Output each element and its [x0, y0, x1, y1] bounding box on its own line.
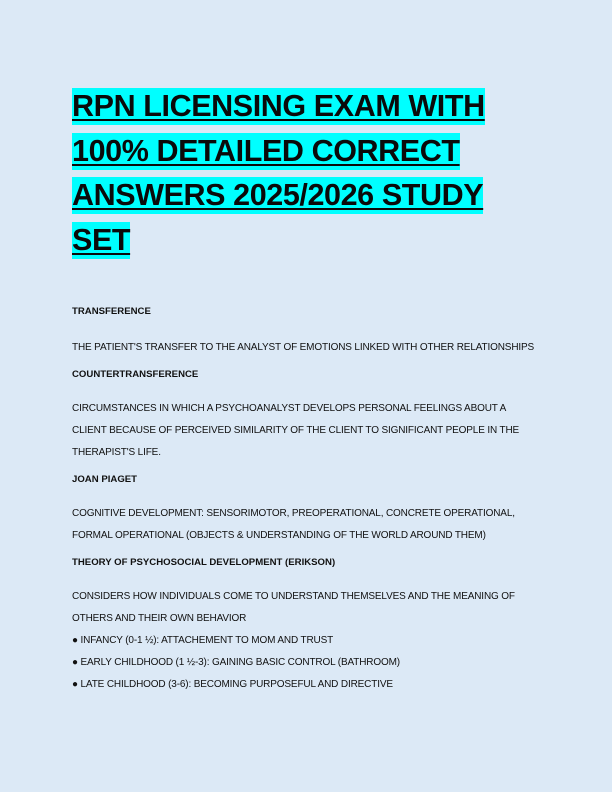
study-entries: [72, 305, 552, 696]
document-title: [72, 84, 542, 262]
term-definition: [72, 586, 552, 630]
term-heading: THEORY OF PSYCHOSOCIAL DEVELOPMENT (ERIKSON): [72, 557, 336, 568]
term-definition: [72, 398, 552, 464]
definition-line: CIRCUMSTANCES IN WHICH A PSYCHOANALYST DEVELOPS PERSONAL FEELINGS ABOUT A: [72, 403, 507, 414]
definition-line: THERAPIST'S LIFE.: [72, 447, 161, 458]
term-heading: JOAN PIAGET: [72, 474, 138, 485]
definition-line: COGNITIVE DEVELOPMENT: SENSORIMOTOR, PREOPERATIONAL, CONCRETE OPERATIONAL,: [72, 508, 515, 519]
list-item: ● LATE CHILDHOOD (3-6): BECOMING PURPOSEFUL AND DIRECTIVE: [72, 679, 393, 690]
term-definition: [72, 503, 552, 547]
definition-line: CONSIDERS HOW INDIVIDUALS COME TO UNDERSTAND THEMSELVES AND THE MEANING OF: [72, 591, 515, 602]
stage-list: [72, 630, 552, 696]
definition-line: FORMAL OPERATIONAL (OBJECTS & UNDERSTANDING OF THE WORLD AROUND THEM): [72, 530, 486, 541]
title-highlight: RPN LICENSING EXAM WITH 100% DETAILED CORRECT ANSWERS 2025/2026 STUDY SET: [72, 89, 485, 257]
term-heading: COUNTERTRANSFERENCE: [72, 369, 199, 380]
list-item: ● EARLY CHILDHOOD (1 ½-3): GAINING BASIC CONTROL (BATHROOM): [72, 657, 400, 668]
term-heading: TRANSFERENCE: [72, 306, 151, 317]
definition-line: OTHERS AND THEIR OWN BEHAVIOR: [72, 613, 247, 624]
term-definition: THE PATIENT'S TRANSFER TO THE ANALYST OF EMOTIONS LINKED WITH OTHER RELATIONSHIPS: [72, 342, 535, 353]
list-item: ● INFANCY (0-1 ½): ATTACHEMENT TO MOM AND TRUST: [72, 635, 334, 646]
definition-line: CLIENT BECAUSE OF PERCEIVED SIMILARITY OF THE CLIENT TO SIGNIFICANT PEOPLE IN THE: [72, 425, 520, 436]
